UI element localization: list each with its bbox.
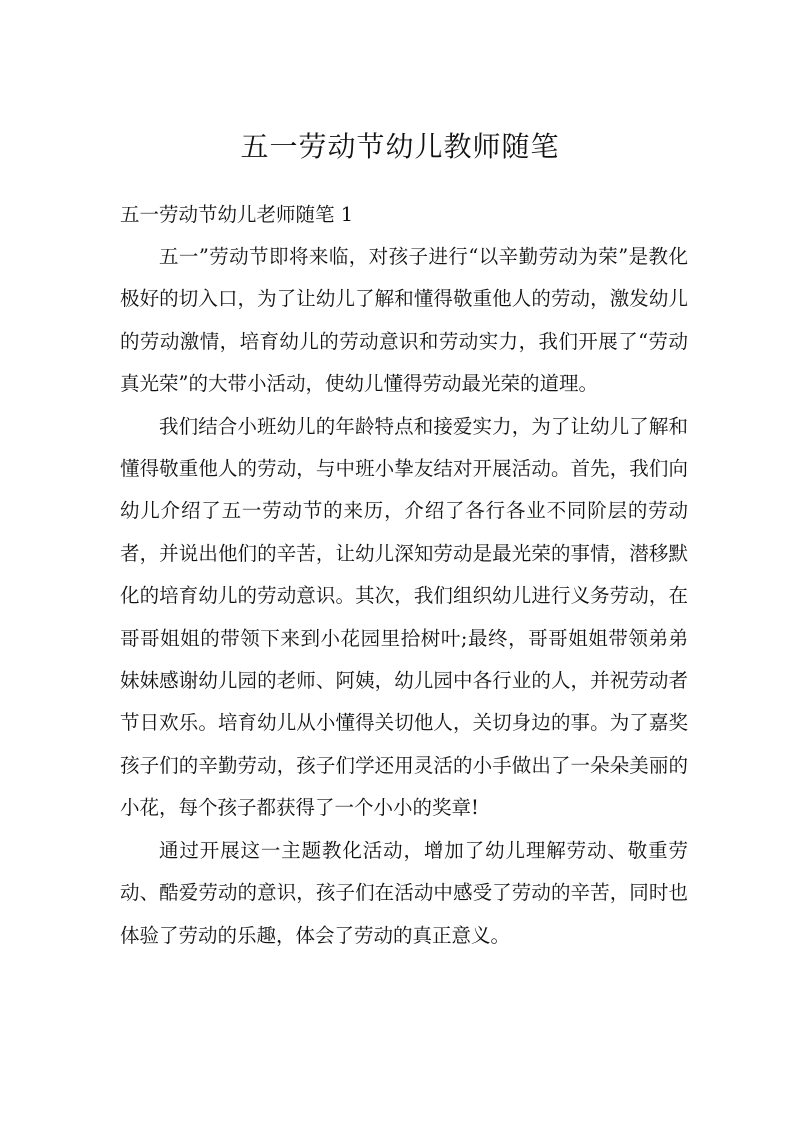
- document-body: [120, 236, 688, 957]
- document-title: 五一劳动节幼儿教师随笔: [240, 130, 560, 163]
- paragraph-1: 五一”劳动节即将来临，对孩子进行“以辛勤劳动为荣”是教化极好的切入口，为了让幼儿了解和懂得敬重他人的劳动，激发幼儿的劳动激情，培育幼儿的劳动意识和劳动实力，我们开展了“劳动真光荣”的大带小活动，使幼儿懂得劳动最光荣的道理。: [120, 245, 688, 396]
- paragraph-2: 我们结合小班幼儿的年龄特点和接爱实力，为了让幼儿了解和懂得敬重他人的劳动，与中班小挚友结对开展活动。首先，我们向幼儿介绍了五一劳动节的来历，介绍了各行各业不同阶层的劳动者，并说出他们的辛苦，让幼儿深知劳动是最光荣的事情，潜移默化的培育幼儿的劳动意识。其次，我们组织幼儿进行义务劳动，在哥哥姐姐的带领下来到小花园里拾树叶;最终，哥哥姐姐带领弟弟妹妹感谢幼儿园的老师、阿姨，幼儿园中各行业的人，并祝劳动者节日欢乐。培育幼儿从小懂得关切他人，关切身边的事。为了嘉奖孩子们的辛勤劳动，孩子们学还用灵活的小手做出了一朵朵美丽的小花，每个孩子都获得了一个小小的奖章!: [120, 414, 688, 820]
- section-heading: 五一劳动节幼儿老师随笔 1: [120, 203, 354, 226]
- paragraph-3: 通过开展这一主题教化活动，增加了幼儿理解劳动、敬重劳动、酷爱劳动的意识，孩子们在活动中感受了劳动的辛苦，同时也体验了劳动的乐趣，体会了劳动的真正意义。: [120, 838, 688, 947]
